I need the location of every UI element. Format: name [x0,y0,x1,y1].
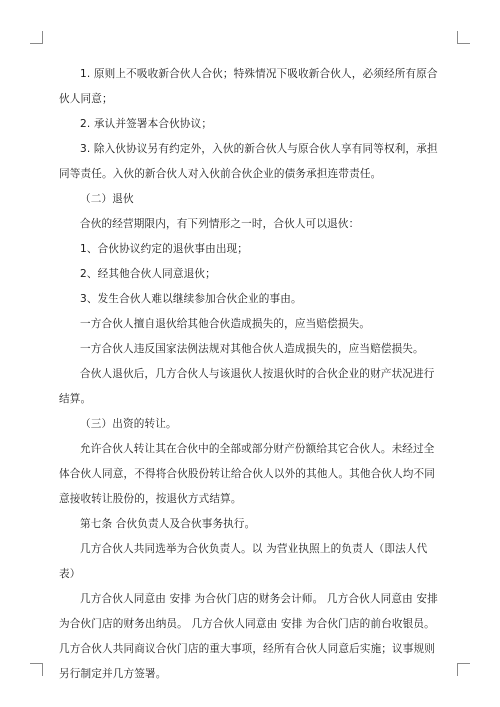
paragraph-legal-violation: 一方合伙人违反国家法例法规对其他合伙人造成损失的，应当赔偿损失。 [80,343,424,355]
article-heading-seven: 第七条 合伙负责人及合伙事务执行。 [80,518,256,530]
paragraph-responsible-person: 几方合伙人共同选举为合伙负责人。以 为营业执照上的负责人（即法人代表） [59,543,428,580]
document-body [59,62,442,687]
paragraph-withdrawal-case-1: 1、合伙协议约定的退伙事由出现； [80,243,249,255]
paragraph-admission-rule-2: 2. 承认并签署本合伙协议； [80,118,213,130]
crop-mark-top-right [457,31,470,44]
paragraph-admission-rule-3: 3. 除入伙协议另有约定外，入伙的新合伙人与原合伙人享有同等权利，承担同等责任。入伙的新合伙人对入伙前合伙企业的债务承担连带责任。 [59,143,438,180]
crop-mark-bottom-right [457,663,470,676]
paragraph-staff-assignment: 几方合伙人同意由 安排 为合伙门店的财务会计师。 几方合伙人同意由 安排 为合伙门店的财务出纳员。 几方合伙人同意由 安排 为合伙门店的前台收银员。 几方合伙人共同商议合伙门店的重大事项，经所有合伙人同意后实施；议事规则另行制定并几方签署。 [59,593,438,680]
paragraph-unauthorized-withdrawal: 一方合伙人擅自退伙给其他合伙造成损失的，应当赔偿损失。 [80,318,371,330]
section-heading-withdrawal: （二）退伙 [80,193,134,205]
paragraph-withdrawal-intro: 合伙的经营期限内，有下列情形之一时，合伙人可以退伙： [80,218,360,230]
paragraph-withdrawal-case-2: 2、经其他合伙人同意退伙； [80,268,216,280]
paragraph-transfer-rules: 允许合伙人转让其在合伙中的全部或部分财产份额给其它合伙人。未经过全体合伙人同意，不得将合伙股份转让给合伙人以外的其他人。其他合伙人均不同意接收转让股份的，按退伙方式结算。 [59,443,436,505]
section-heading-transfer: （三）出资的转让。 [80,418,177,430]
crop-mark-top-left [30,31,43,44]
paragraph-settlement: 合伙人退伙后，几方合伙人与该退伙人按退伙时的合伙企业的财产状况进行结算。 [59,368,435,405]
crop-mark-bottom-left [30,663,43,676]
paragraph-admission-rule-1: 1. 原则上不吸收新合伙人合伙；特殊情况下吸收新合伙人，必须经所有原合伙人同意； [59,68,438,105]
paragraph-withdrawal-case-3: 3、发生合伙人难以继续参加合伙企业的事由。 [80,293,302,305]
